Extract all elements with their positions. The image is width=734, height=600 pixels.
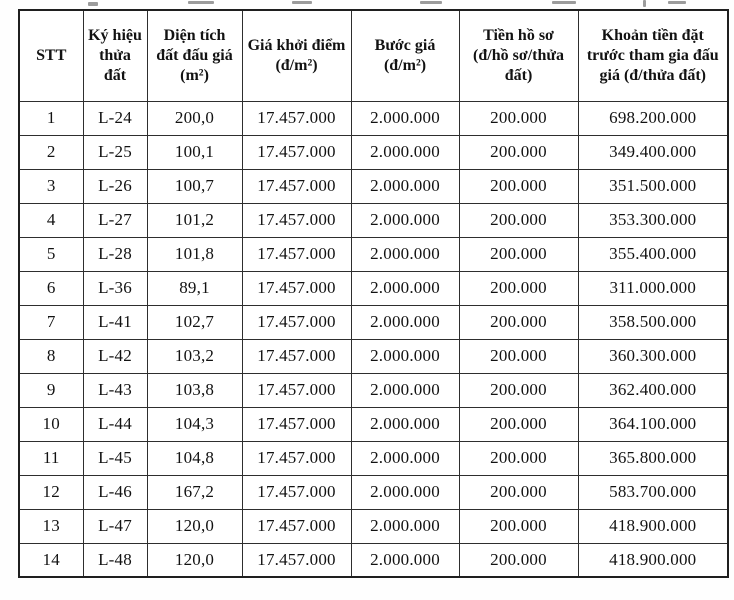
cell-gia-khoi-diem: 17.457.000	[242, 339, 351, 373]
table-row	[19, 339, 728, 373]
cell-stt: 6	[19, 271, 83, 305]
cell-dien-tich: 102,7	[147, 305, 242, 339]
cell-ky-hieu-thua-dat: L-48	[83, 543, 147, 577]
cell-gia-khoi-diem: 17.457.000	[242, 169, 351, 203]
cell-dien-tich: 200,0	[147, 101, 242, 135]
cell-ky-hieu-thua-dat: L-27	[83, 203, 147, 237]
cell-gia-khoi-diem: 17.457.000	[242, 271, 351, 305]
cell-tien-dat-truoc: 583.700.000	[578, 475, 728, 509]
cell-ky-hieu-thua-dat: L-43	[83, 373, 147, 407]
cell-dien-tich: 167,2	[147, 475, 242, 509]
cell-stt: 8	[19, 339, 83, 373]
cell-dien-tich: 120,0	[147, 509, 242, 543]
cell-ky-hieu-thua-dat: L-36	[83, 271, 147, 305]
scan-artifact-mark	[552, 1, 576, 4]
cell-buoc-gia: 2.000.000	[351, 169, 459, 203]
cell-buoc-gia: 2.000.000	[351, 339, 459, 373]
cell-tien-ho-so: 200.000	[459, 475, 578, 509]
cell-buoc-gia: 2.000.000	[351, 475, 459, 509]
table-row	[19, 237, 728, 271]
cell-tien-dat-truoc: 364.100.000	[578, 407, 728, 441]
table-row	[19, 373, 728, 407]
cell-tien-dat-truoc: 351.500.000	[578, 169, 728, 203]
cell-tien-ho-so: 200.000	[459, 271, 578, 305]
table-row	[19, 135, 728, 169]
cell-buoc-gia: 2.000.000	[351, 271, 459, 305]
cell-tien-dat-truoc: 349.400.000	[578, 135, 728, 169]
cell-tien-dat-truoc: 365.800.000	[578, 441, 728, 475]
cell-buoc-gia: 2.000.000	[351, 373, 459, 407]
land-auction-table	[18, 9, 729, 578]
scan-artifact-mark	[292, 1, 312, 4]
cell-tien-dat-truoc: 698.200.000	[578, 101, 728, 135]
cell-gia-khoi-diem: 17.457.000	[242, 509, 351, 543]
cell-gia-khoi-diem: 17.457.000	[242, 305, 351, 339]
cell-gia-khoi-diem: 17.457.000	[242, 101, 351, 135]
table-row	[19, 509, 728, 543]
table-row	[19, 203, 728, 237]
cell-buoc-gia: 2.000.000	[351, 203, 459, 237]
cell-gia-khoi-diem: 17.457.000	[242, 543, 351, 577]
cell-buoc-gia: 2.000.000	[351, 509, 459, 543]
scan-artifact-mark	[643, 0, 646, 7]
table-header-row	[19, 10, 728, 101]
cell-dien-tich: 103,2	[147, 339, 242, 373]
column-header-tien-dat-truoc: Khoản tiền đặt trước tham gia đấu giá (đ/thửa đất)	[578, 10, 728, 101]
cell-buoc-gia: 2.000.000	[351, 237, 459, 271]
cell-ky-hieu-thua-dat: L-24	[83, 101, 147, 135]
cell-ky-hieu-thua-dat: L-28	[83, 237, 147, 271]
cell-tien-dat-truoc: 355.400.000	[578, 237, 728, 271]
cell-stt: 9	[19, 373, 83, 407]
cell-ky-hieu-thua-dat: L-47	[83, 509, 147, 543]
scan-artifact-mark	[88, 2, 98, 6]
cell-gia-khoi-diem: 17.457.000	[242, 373, 351, 407]
cell-dien-tich: 104,3	[147, 407, 242, 441]
column-header-buoc-gia: Bước giá (đ/m²)	[351, 10, 459, 101]
cell-buoc-gia: 2.000.000	[351, 101, 459, 135]
cell-stt: 1	[19, 101, 83, 135]
cell-tien-ho-so: 200.000	[459, 203, 578, 237]
cell-gia-khoi-diem: 17.457.000	[242, 441, 351, 475]
cell-gia-khoi-diem: 17.457.000	[242, 237, 351, 271]
column-header-tien-ho-so: Tiền hồ sơ (đ/hồ sơ/thửa đất)	[459, 10, 578, 101]
cell-dien-tich: 120,0	[147, 543, 242, 577]
cell-dien-tich: 101,8	[147, 237, 242, 271]
table-row	[19, 407, 728, 441]
cell-tien-dat-truoc: 418.900.000	[578, 543, 728, 577]
cell-gia-khoi-diem: 17.457.000	[242, 475, 351, 509]
cell-tien-dat-truoc: 358.500.000	[578, 305, 728, 339]
cell-stt: 10	[19, 407, 83, 441]
cell-tien-ho-so: 200.000	[459, 339, 578, 373]
cell-ky-hieu-thua-dat: L-25	[83, 135, 147, 169]
scan-artifact-mark	[188, 1, 214, 4]
cell-stt: 11	[19, 441, 83, 475]
cell-stt: 7	[19, 305, 83, 339]
table-row	[19, 169, 728, 203]
cell-tien-dat-truoc: 418.900.000	[578, 509, 728, 543]
cell-stt: 12	[19, 475, 83, 509]
cell-buoc-gia: 2.000.000	[351, 135, 459, 169]
cell-tien-ho-so: 200.000	[459, 509, 578, 543]
cell-dien-tich: 100,7	[147, 169, 242, 203]
cell-tien-dat-truoc: 360.300.000	[578, 339, 728, 373]
cell-ky-hieu-thua-dat: L-41	[83, 305, 147, 339]
table-row	[19, 543, 728, 577]
cell-tien-ho-so: 200.000	[459, 543, 578, 577]
cell-tien-ho-so: 200.000	[459, 373, 578, 407]
cell-tien-dat-truoc: 311.000.000	[578, 271, 728, 305]
cell-stt: 2	[19, 135, 83, 169]
cell-ky-hieu-thua-dat: L-46	[83, 475, 147, 509]
cell-gia-khoi-diem: 17.457.000	[242, 135, 351, 169]
cell-dien-tich: 104,8	[147, 441, 242, 475]
cell-stt: 14	[19, 543, 83, 577]
cell-stt: 5	[19, 237, 83, 271]
column-header-dien-tich: Diện tích đất đấu giá (m²)	[147, 10, 242, 101]
scan-artifact-mark	[668, 1, 686, 4]
cell-buoc-gia: 2.000.000	[351, 305, 459, 339]
cell-tien-ho-so: 200.000	[459, 101, 578, 135]
cell-dien-tich: 89,1	[147, 271, 242, 305]
scan-artifact-mark	[420, 1, 442, 4]
table-row	[19, 475, 728, 509]
cell-dien-tich: 101,2	[147, 203, 242, 237]
cell-tien-dat-truoc: 362.400.000	[578, 373, 728, 407]
cell-dien-tich: 100,1	[147, 135, 242, 169]
cell-ky-hieu-thua-dat: L-26	[83, 169, 147, 203]
cell-ky-hieu-thua-dat: L-42	[83, 339, 147, 373]
cell-tien-dat-truoc: 353.300.000	[578, 203, 728, 237]
table-row	[19, 101, 728, 135]
table-row	[19, 305, 728, 339]
cell-dien-tich: 103,8	[147, 373, 242, 407]
cell-tien-ho-so: 200.000	[459, 305, 578, 339]
cell-tien-ho-so: 200.000	[459, 441, 578, 475]
column-header-stt: STT	[19, 10, 83, 101]
cell-gia-khoi-diem: 17.457.000	[242, 203, 351, 237]
cell-tien-ho-so: 200.000	[459, 135, 578, 169]
table-row	[19, 271, 728, 305]
cell-buoc-gia: 2.000.000	[351, 543, 459, 577]
cell-stt: 4	[19, 203, 83, 237]
cell-buoc-gia: 2.000.000	[351, 407, 459, 441]
table-row	[19, 441, 728, 475]
cell-stt: 3	[19, 169, 83, 203]
column-header-ky-hieu-thua-dat: Ký hiệu thửa đất	[83, 10, 147, 101]
cell-stt: 13	[19, 509, 83, 543]
column-header-gia-khoi-diem: Giá khởi điểm (đ/m²)	[242, 10, 351, 101]
table-header	[19, 10, 728, 101]
cell-tien-ho-so: 200.000	[459, 169, 578, 203]
cell-ky-hieu-thua-dat: L-45	[83, 441, 147, 475]
cell-tien-ho-so: 200.000	[459, 407, 578, 441]
cell-tien-ho-so: 200.000	[459, 237, 578, 271]
cell-buoc-gia: 2.000.000	[351, 441, 459, 475]
cell-ky-hieu-thua-dat: L-44	[83, 407, 147, 441]
table-body	[19, 101, 728, 577]
cell-gia-khoi-diem: 17.457.000	[242, 407, 351, 441]
